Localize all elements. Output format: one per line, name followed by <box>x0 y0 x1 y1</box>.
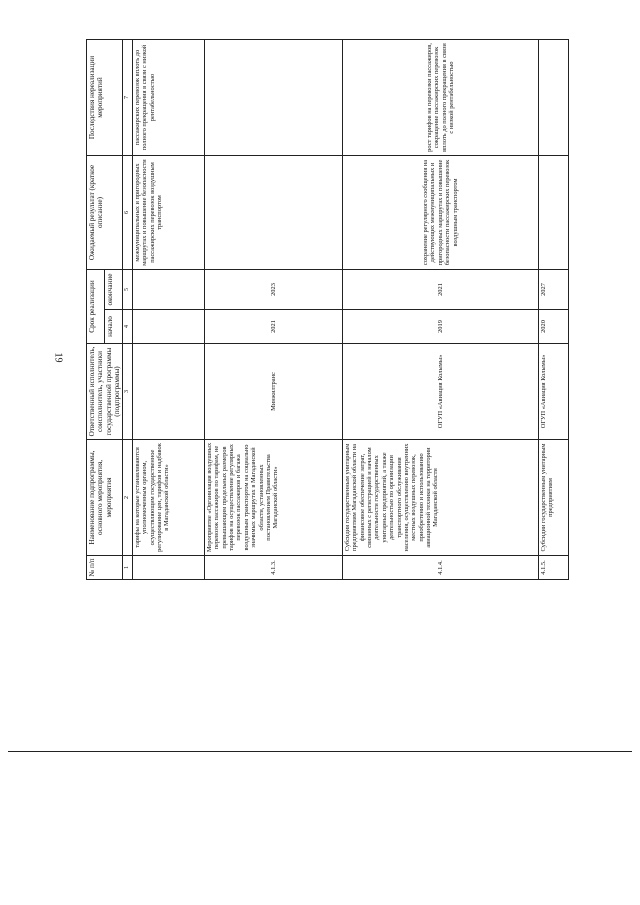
row-consequence: пассажирских перевозок вплоть до полного прекращения в связи с низкой рентабельностью <box>133 40 205 156</box>
page-number: 19 <box>52 352 64 363</box>
program-table <box>86 39 569 580</box>
index-cell: 3 <box>123 344 133 440</box>
index-cell: 5 <box>123 270 133 310</box>
table-row <box>343 40 539 580</box>
index-cell: 6 <box>123 156 133 270</box>
table-row <box>133 40 205 580</box>
row-start: 2021 <box>205 310 343 344</box>
row-end: 2023 <box>205 270 343 310</box>
table-rotator <box>86 40 580 580</box>
rotated-table-wrapper <box>86 40 580 580</box>
header-consequence: Последствия нереализации мероприятий <box>87 40 123 156</box>
horizontal-rule <box>8 751 632 752</box>
row-executor <box>133 344 205 440</box>
row-end: 2021 <box>343 270 539 310</box>
row-num: 4.1.5. <box>539 556 569 580</box>
row-consequence <box>205 40 343 156</box>
row-result: межмуниципальных и пригородных маршрутах и повышение безопасности пассажирских перевозок воздушным транспортом <box>133 156 205 270</box>
header-result: Ожидаемый результат (краткое описание) <box>87 156 123 270</box>
row-name: Субсидия государственным унитарным предприятиям Магаданской области на финансовое обеспечение затрат, связанных с регистрацией и началом деятельности государственных унитарных предприятий, а также деятельностью по организации транспортного обслуживания населения, осуществлению внутренних местных воздушных перевозок, приобретению и использованию авиационной техники на территории Магаданской области <box>343 440 539 556</box>
row-consequence: рост тарифов на перевозки пассажиров, сокращение пассажирских перевозок вплоть до полного прекращения в связи с низкой рентабельностью <box>343 40 539 156</box>
row-end: 2027 <box>539 270 569 310</box>
index-cell: 2 <box>123 440 133 556</box>
table-row <box>539 40 569 580</box>
row-start: 2019 <box>343 310 539 344</box>
header-end: окончание <box>105 270 123 310</box>
table-row <box>205 40 343 580</box>
row-num: 4.1.3. <box>205 556 343 580</box>
row-result <box>205 156 343 270</box>
row-start <box>133 310 205 344</box>
row-start: 2020 <box>539 310 569 344</box>
header-period: Срок реализации <box>87 270 105 344</box>
row-consequence <box>539 40 569 156</box>
row-executor: ОГУП «Авиация Колымы» <box>343 344 539 440</box>
row-name: тарифы на которые устанавливаются уполномоченным органом, осуществляющим государственное регулирование цен, тарифов и надбавок в Магаданской области» <box>133 440 205 556</box>
row-num <box>133 556 205 580</box>
row-name: Мероприятие «Организация воздушных перевозок пассажиров по тарифам, не превышающим предельных размеров тарифов на осуществление регулярных перевозок пассажиров и багажа воздушным транспортом на социально значимых маршрутах в Магаданской области, установленных постановлением Правительства Магаданской области» <box>205 440 343 556</box>
row-name: Субсидии государственным унитарным предприятиям <box>539 440 569 556</box>
header-num: № п/п <box>87 556 123 580</box>
row-executor: ОГУП «Авиация Колымы» <box>539 344 569 440</box>
row-result <box>539 156 569 270</box>
index-cell: 1 <box>123 556 133 580</box>
index-cell: 4 <box>123 310 133 344</box>
index-cell: 7 <box>123 40 133 156</box>
row-executor: Минжилтранс <box>205 344 343 440</box>
row-num: 4.1.4. <box>343 556 539 580</box>
row-result: сохранение регулярного сообщения на действующих межмуниципальных и пригородных маршрутах и повышение безопасности пассажирских перевозок воздушным транспортом <box>343 156 539 270</box>
header-executor: Ответственный исполнитель, соисполнитель, участники государственной программы (подпрограммы) <box>87 344 123 440</box>
header-start: начало <box>105 310 123 344</box>
header-name: Наименование подпрограммы, основного мероприятия, мероприятия <box>87 440 123 556</box>
row-end <box>133 270 205 310</box>
